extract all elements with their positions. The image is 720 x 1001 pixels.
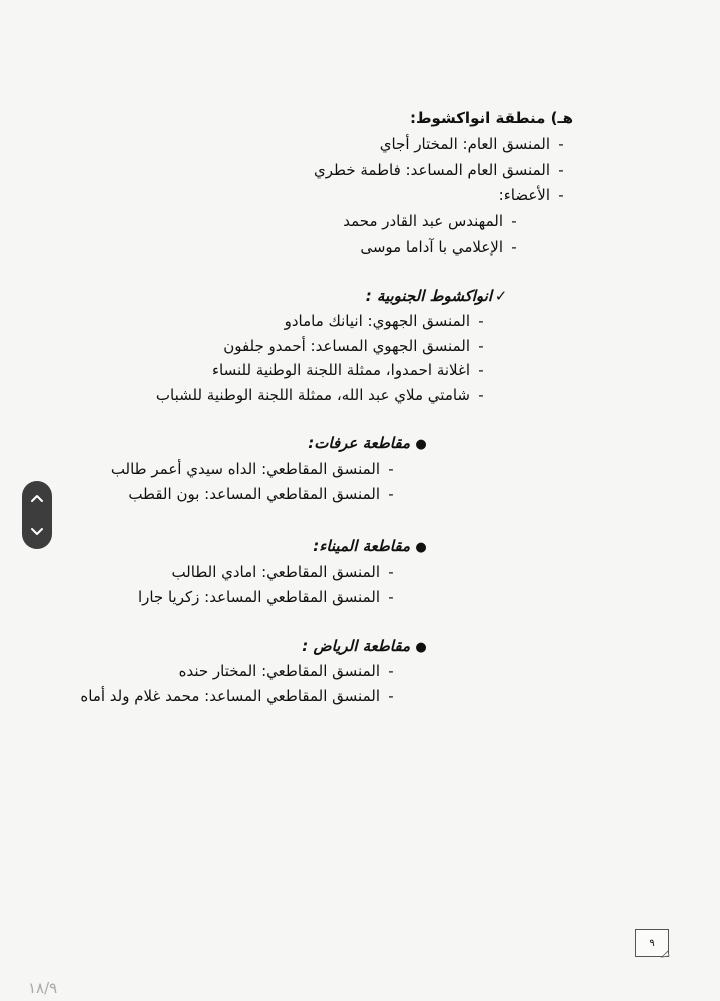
list-item <box>179 660 402 682</box>
list-item <box>111 458 402 480</box>
next-page-button[interactable] <box>22 517 52 547</box>
section-heading-text: انواكشوط الجنوبية : <box>365 287 492 305</box>
list-item-text: المنسق المقاطعي: امادي الطالب <box>171 563 380 581</box>
dash-marker: - <box>478 386 484 404</box>
dash-marker: - <box>388 588 394 606</box>
list-item-text: المنسق الجهوي المساعد: أحمدو جلفون <box>223 337 470 355</box>
list-item-text: الأعضاء: <box>498 186 550 204</box>
dash-marker: - <box>388 563 394 581</box>
list-item <box>343 210 525 232</box>
section-heading-nouakchott: هـ) منطقة انواكشوط: <box>409 109 573 127</box>
list-item <box>314 159 572 181</box>
previous-page-button[interactable] <box>22 483 52 513</box>
dash-marker: - <box>558 186 564 204</box>
list-item <box>223 335 492 357</box>
list-item-text: شامتي ملاي عبد الله، ممثلة اللجنة الوطنية للشباب <box>155 386 470 404</box>
list-item <box>360 236 525 258</box>
bullet-icon: ● <box>415 437 427 452</box>
page-number: ٩ <box>649 937 655 949</box>
dash-marker: - <box>558 135 564 153</box>
dash-marker: - <box>388 485 394 503</box>
page-curl-icon <box>660 948 670 958</box>
section-heading-text: مقاطعة عرفات: <box>308 434 410 452</box>
dash-marker: - <box>388 687 394 705</box>
list-item <box>212 359 492 381</box>
section-heading-text: مقاطعة الرياض : <box>302 637 410 655</box>
list-item <box>171 561 402 583</box>
list-item-text: المنسق العام: المختار أجاي <box>379 135 550 153</box>
dash-marker: - <box>478 337 484 355</box>
list-item-text: الإعلامي با آداما موسى <box>360 238 503 256</box>
dash-marker: - <box>511 212 517 230</box>
list-item <box>138 586 402 608</box>
list-item <box>80 685 402 707</box>
list-item-text: المنسق المقاطعي المساعد: بون القطب <box>128 485 380 503</box>
list-item <box>380 133 572 155</box>
list-item <box>156 384 492 406</box>
dash-marker: - <box>388 662 394 680</box>
list-item-text: المنسق العام المساعد: فاطمة خطري <box>314 161 550 179</box>
list-item <box>285 310 492 332</box>
dash-marker: - <box>478 312 484 330</box>
dash-marker: - <box>388 460 394 478</box>
section-heading-south <box>366 285 510 307</box>
page-navigation <box>22 481 52 549</box>
list-item-text: المنسق المقاطعي المساعد: محمد غلام ولد أماه <box>80 687 380 705</box>
dash-marker: - <box>558 161 564 179</box>
list-item-text: المنسق الجهوي: انيانك مامادو <box>284 312 470 330</box>
section-heading-text: مقاطعة الميناء: <box>313 537 410 555</box>
page-number-box <box>635 929 669 957</box>
chevron-down-icon <box>30 527 44 537</box>
list-item-text: المهندس عبد القادر محمد <box>343 212 503 230</box>
section-heading-mina <box>313 535 432 559</box>
chevron-up-icon <box>30 493 44 503</box>
check-icon: ✓ <box>494 287 508 305</box>
dash-marker: - <box>478 361 484 379</box>
section-heading-riyadh <box>302 635 432 659</box>
list-item-text: اغلانة احمدوا، ممثلة اللجنة الوطنية للنساء <box>211 361 470 379</box>
dash-marker: - <box>511 238 517 256</box>
list-item-text: المنسق المقاطعي: المختار حنده <box>178 662 380 680</box>
list-item <box>499 184 572 206</box>
list-item <box>128 483 402 505</box>
list-item-text: المنسق المقاطعي المساعد: زكريا جارا <box>137 588 380 606</box>
bullet-icon: ● <box>415 540 427 555</box>
page-indicator: ١٨/٩ <box>28 979 58 997</box>
bullet-icon: ● <box>415 640 427 655</box>
list-item-text: المنسق المقاطعي: الداه سيدي أعمر طالب <box>110 460 380 478</box>
section-heading-arafat <box>308 432 432 456</box>
